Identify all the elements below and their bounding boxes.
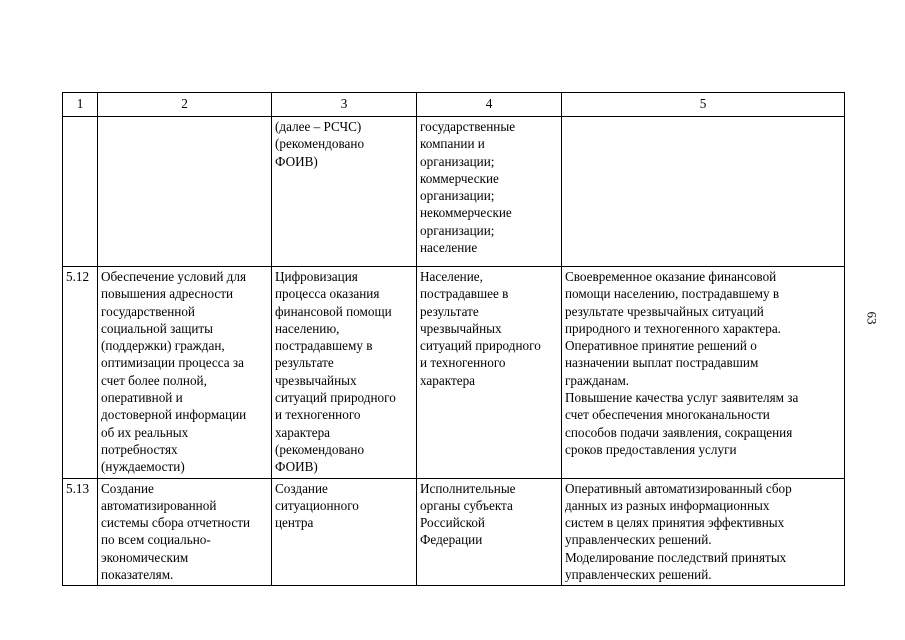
table-cell-number <box>63 267 98 479</box>
cell-text-line: Оперативное принятие решений о <box>565 338 757 354</box>
table-cell-number <box>63 117 98 267</box>
cell-text-line: результате <box>275 355 334 371</box>
cell-text-line: Своевременное оказание финансовой <box>565 269 777 284</box>
column-header-1: 1 <box>63 93 98 117</box>
cell-text-line: системы сбора отчетности <box>101 515 251 531</box>
cell-text-line: ситуаций природного <box>420 338 541 354</box>
cell-text-line: пострадавшее в <box>420 286 509 302</box>
cell-text-line: организации; <box>420 153 495 169</box>
table-row <box>63 117 845 267</box>
column-header-3: 3 <box>272 93 417 117</box>
table-cell-goal <box>98 117 272 267</box>
cell-text-line: показателям. <box>101 567 174 583</box>
cell-text-line: процесса оказания <box>275 286 380 302</box>
table-row <box>63 478 845 586</box>
cell-text-line: Население, <box>420 269 483 284</box>
cell-text-line: и техногенного <box>420 355 506 371</box>
cell-text-line: финансовой помощи <box>275 303 392 319</box>
cell-text-line: результате чрезвычайных ситуаций <box>565 303 764 319</box>
cell-text-line: ФОИВ) <box>275 153 318 169</box>
cell-text-line: Цифровизация <box>275 269 358 284</box>
cell-text-line: характера <box>275 424 331 440</box>
cell-text-line: ситуационного <box>275 497 359 513</box>
cell-text-line: государственной <box>101 303 195 319</box>
cell-text-line: об их реальных <box>101 424 189 440</box>
table-cell-result <box>562 117 845 267</box>
cell-text-line: данных из разных информационных <box>565 497 770 513</box>
cell-text-line: центра <box>275 515 314 531</box>
cell-text-line: органы субъекта <box>420 497 513 513</box>
table-cell-number <box>63 478 98 586</box>
cell-text-line: оптимизации процесса за <box>101 355 244 371</box>
cell-text-line: (поддержки) граждан, <box>101 338 225 354</box>
table-cell-result <box>562 478 845 586</box>
cell-text-line: Создание <box>101 480 154 496</box>
table-cell-measure <box>272 267 417 479</box>
cell-text-line: Моделирование последствий принятых <box>565 549 787 565</box>
cell-text-line: характера <box>420 372 476 388</box>
cell-text-line: компании и <box>420 136 485 152</box>
table-cell-goal <box>98 478 272 586</box>
cell-text-line: организации; <box>420 222 495 238</box>
table-cell-participants <box>417 117 562 267</box>
column-header-5: 5 <box>562 93 845 117</box>
cell-text-line: чрезвычайных <box>420 320 502 336</box>
page-number: 63 <box>864 311 880 325</box>
cell-text-line: Обеспечение условий для <box>101 269 247 284</box>
cell-text-line: Повышение качества услуг заявителям за <box>565 390 799 406</box>
cell-text-line: счет более полной, <box>101 372 207 388</box>
cell-text-line: ситуаций природного <box>275 390 396 406</box>
measures-table <box>62 92 845 586</box>
cell-text-line: сроков предоставления услуги <box>565 441 737 457</box>
cell-text-line: коммерческие <box>420 170 499 186</box>
cell-text-line: Создание <box>275 480 328 496</box>
cell-text-line: 5.12 <box>66 269 90 284</box>
cell-text-line: управленческих решений. <box>565 532 712 548</box>
cell-text-line: и техногенного <box>275 407 361 423</box>
table-cell-measure <box>272 478 417 586</box>
cell-text-line: результате <box>420 303 479 319</box>
cell-text-line: населению, <box>275 320 340 336</box>
cell-text-line: по всем социально- <box>101 532 211 548</box>
table-header-row <box>63 93 845 117</box>
cell-text-line: назначении выплат пострадавшим <box>565 355 759 371</box>
cell-text-line: способов подачи заявления, сокращения <box>565 424 793 440</box>
cell-text-line: помощи населению, пострадавшему в <box>565 286 780 302</box>
cell-text-line: 5.13 <box>66 480 90 496</box>
cell-text-line: Российской <box>420 515 485 531</box>
column-header-4: 4 <box>417 93 562 117</box>
cell-text-line: Федерации <box>420 532 483 548</box>
cell-text-line: систем в целях принятия эффективных <box>565 515 785 531</box>
cell-text-line: население <box>420 240 478 256</box>
table-cell-participants <box>417 267 562 479</box>
cell-text-line: оперативной и <box>101 390 183 406</box>
cell-text-line: потребностях <box>101 441 178 457</box>
cell-text-line: Исполнительные <box>420 480 516 496</box>
cell-text-line: (далее – РСЧС) <box>275 119 362 134</box>
table-row <box>63 267 845 479</box>
cell-text-line: ФОИВ) <box>275 459 318 475</box>
cell-text-line: автоматизированной <box>101 497 217 513</box>
cell-text-line: (рекомендовано <box>275 136 365 152</box>
table-cell-result <box>562 267 845 479</box>
table-cell-measure <box>272 117 417 267</box>
cell-text-line: Оперативный автоматизированный сбор <box>565 480 792 496</box>
cell-text-line: достоверной информации <box>101 407 247 423</box>
cell-text-line: гражданам. <box>565 372 630 388</box>
cell-text-line: счет обеспечения многоканальности <box>565 407 770 423</box>
column-header-2: 2 <box>98 93 272 117</box>
cell-text-line: организации; <box>420 188 495 204</box>
cell-text-line: (нуждаемости) <box>101 459 185 475</box>
table-cell-participants <box>417 478 562 586</box>
cell-text-line: государственные <box>420 119 516 134</box>
cell-text-line: повышения адресности <box>101 286 234 302</box>
table-cell-goal <box>98 267 272 479</box>
cell-text-line: некоммерческие <box>420 205 512 221</box>
cell-text-line: чрезвычайных <box>275 372 357 388</box>
cell-text-line: природного и техногенного характера. <box>565 320 781 336</box>
cell-text-line: экономическим <box>101 549 189 565</box>
cell-text-line: управленческих решений. <box>565 567 712 583</box>
cell-text-line: (рекомендовано <box>275 441 365 457</box>
cell-text-line: пострадавшему в <box>275 338 373 354</box>
cell-text-line: социальной защиты <box>101 320 214 336</box>
